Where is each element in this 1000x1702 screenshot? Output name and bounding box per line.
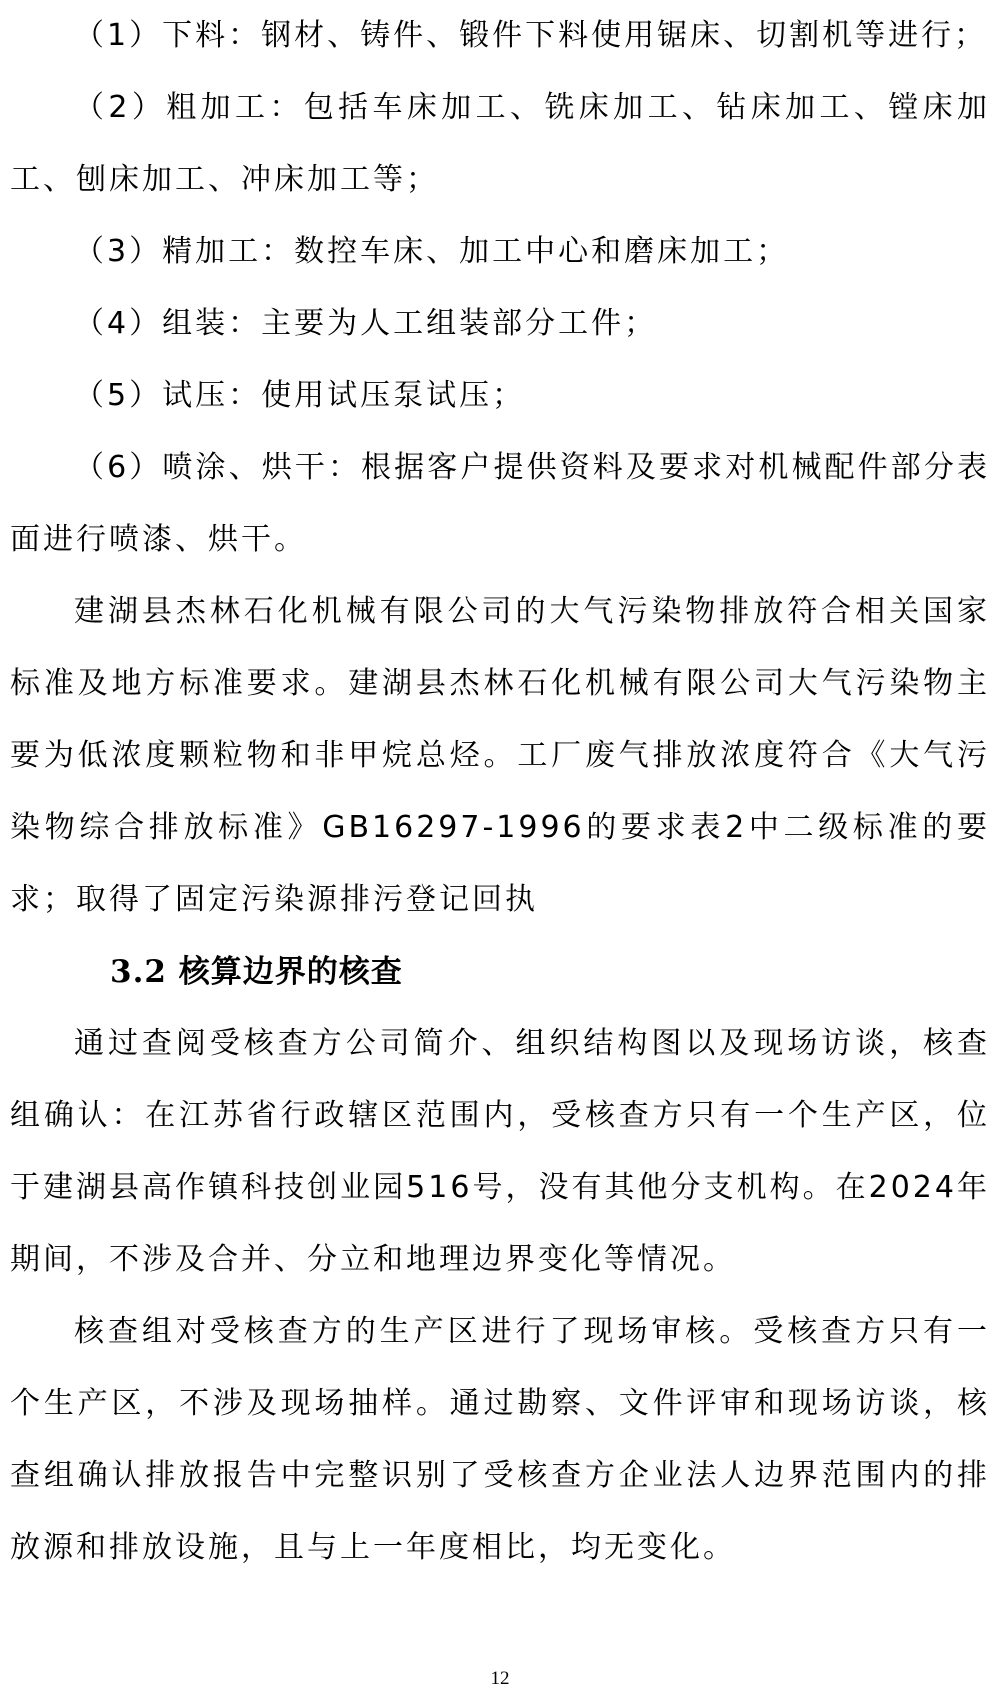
process-item-4: （4）组装：主要为人工组装部分工件； [74,306,658,341]
boundary-paragraph-2: 核查组对受核查方的生产区进行了现场审核。受核查方只有一个生产区，不涉及现场抽样。通过勘察、文件评审和现场访谈，核查组确认排放报告中完整识别了受核查方企业法人边界范围内的排放源和排放设施，且与上一年度相比，均无变化。 [10,1314,990,1565]
process-item-6: （6）喷涂、烘干：根据客户提供资料及要求对机械配件部分表面进行喷漆、烘干。 [10,450,990,557]
boundary-paragraph-1: 通过查阅受核查方公司简介、组织结构图以及现场访谈，核查组确认：在江苏省行政辖区范围内，受核查方只有一个生产区，位于建湖县高作镇科技创业园516号，没有其他分支机构。在2024年期间，不涉及合并、分立和地理边界变化等情况。 [10,1026,990,1277]
process-item-2: （2）粗加工：包括车床加工、铣床加工、钻床加工、镗床加工、刨床加工、冲床加工等； [10,90,990,197]
process-item-5: （5）试压：使用试压泵试压； [74,378,526,413]
emission-paragraph: 建湖县杰林石化机械有限公司的大气污染物排放符合相关国家标准及地方标准要求。建湖县杰林石化机械有限公司大气污染物主要为低浓度颗粒物和非甲烷总烃。工厂废气排放浓度符合《大气污染物综合排放标准》GB16297-1996的要求表2中二级标准的要求；取得了固定污染源排污登记回执 [10,594,990,917]
section-heading: 3.2 核算边界的核查 [110,954,403,990]
document-page [10,0,990,1702]
page-number: 12 [490,1668,510,1689]
process-item-3: （3）精加工：数控车床、加工中心和磨床加工； [74,234,790,269]
process-item-1: （1）下料：钢材、铸件、锻件下料使用锯床、切割机等进行； [74,18,988,53]
